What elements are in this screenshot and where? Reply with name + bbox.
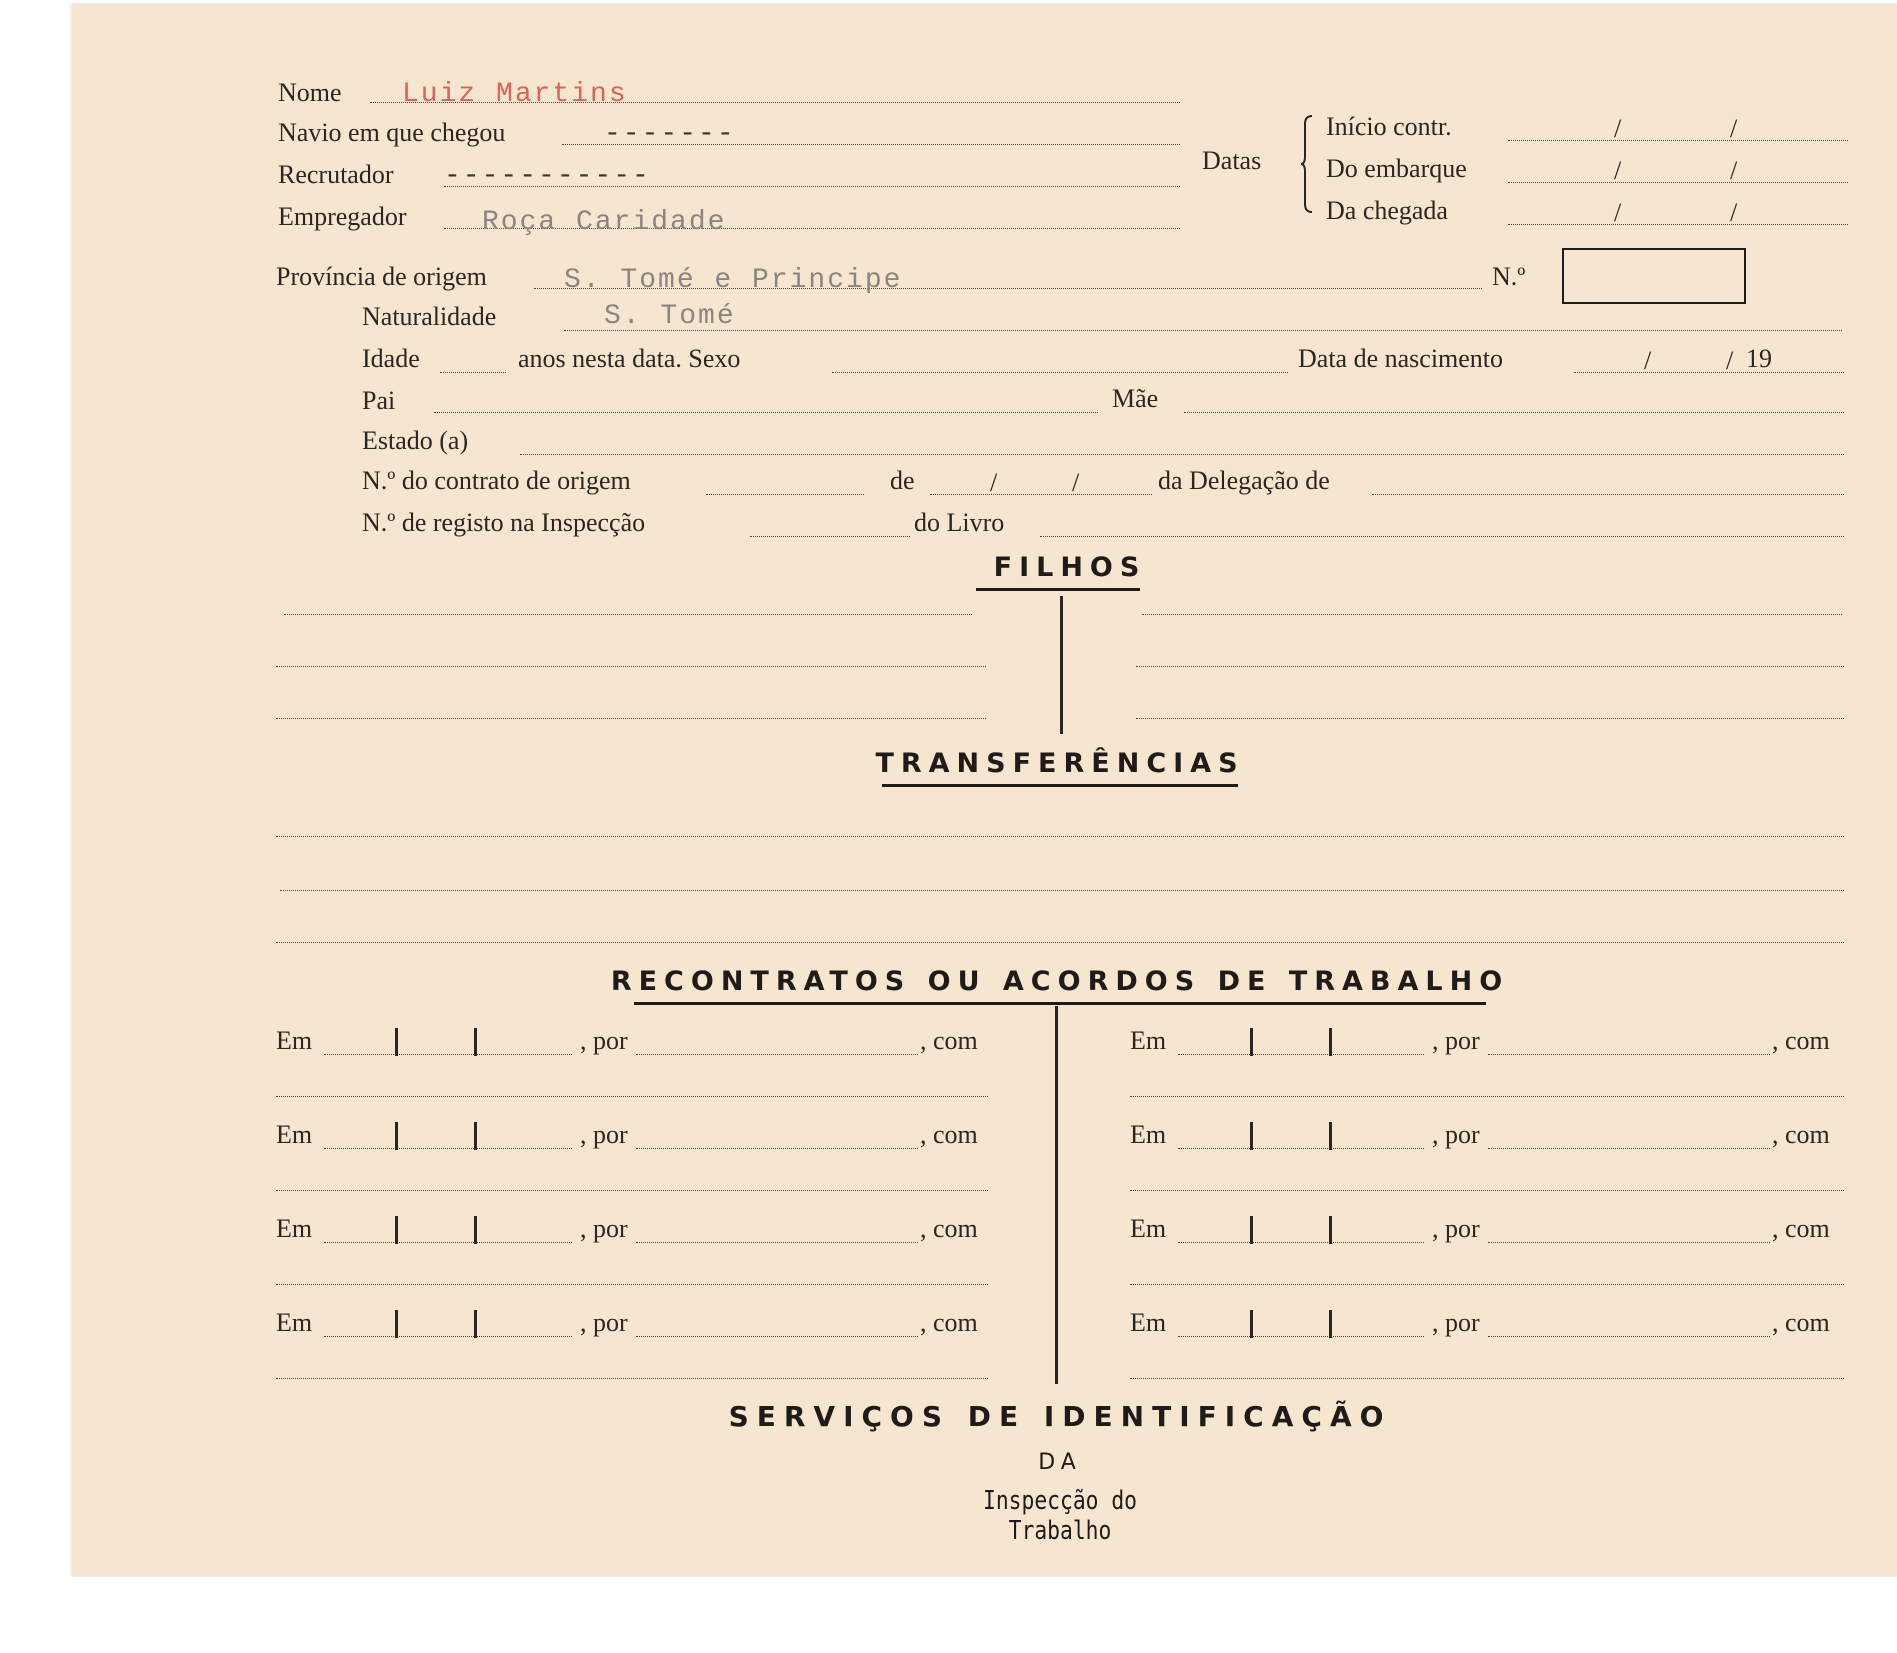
recontrato-right-1-date-sep-2 [1329, 1028, 1332, 1056]
recontrato-right-3-por-field[interactable] [1488, 1242, 1770, 1243]
recontrato-right-2-com-label: , com [1772, 1120, 1830, 1149]
recontrato-left-3-por-field[interactable] [636, 1242, 918, 1243]
datas-label: Datas [1202, 146, 1262, 175]
nascimento-label: Data de nascimento [1298, 344, 1504, 373]
nascimento-sep-1: / [1644, 346, 1652, 375]
recontrato-left-2-em-label: Em [276, 1120, 313, 1149]
inicio-date-field[interactable] [1508, 140, 1848, 141]
recontrato-left-2-date-sep-2 [474, 1122, 477, 1150]
recontrato-right-3-continuation-line[interactable] [1130, 1284, 1844, 1285]
recontrato-left-3-com-label: , com [920, 1214, 978, 1243]
recontrato-right-4-date-sep-1 [1250, 1310, 1253, 1338]
navio-value: ------- [604, 119, 736, 150]
transferencias-line-2[interactable] [280, 890, 1844, 891]
recontrato-left-2-por-field[interactable] [636, 1148, 918, 1149]
filhos-divider [1060, 596, 1063, 734]
nascimento-century: 19 [1746, 344, 1772, 373]
navio-label: Navio em que chegou [278, 118, 506, 147]
recontrato-right-1-date-sep-1 [1250, 1028, 1253, 1056]
recontrato-right-2-date-sep-2 [1329, 1122, 1332, 1150]
filhos-line-right-1[interactable] [1142, 614, 1842, 615]
mae-label: Mãe [1112, 384, 1159, 413]
naturalidade-label: Naturalidade [362, 302, 497, 331]
estado-field[interactable] [520, 454, 1844, 455]
transferencias-underline [882, 784, 1238, 787]
contrato-sep-2: / [1072, 468, 1080, 497]
recontrato-right-3-date-sep-2 [1329, 1216, 1332, 1244]
contrato-label: N.º do contrato de origem [362, 466, 631, 495]
recontrato-right-4-date-field[interactable] [1178, 1336, 1424, 1337]
recontrato-left-4-por-field[interactable] [636, 1336, 918, 1337]
inicio-sep-2: / [1730, 114, 1738, 143]
anos-sexo-label: anos nesta data. Sexo [518, 344, 741, 373]
recontrato-left-2-continuation-line[interactable] [276, 1190, 988, 1191]
recontrato-left-1-date-sep-2 [474, 1028, 477, 1056]
recontrato-right-4-continuation-line[interactable] [1130, 1378, 1844, 1379]
registo-field[interactable] [750, 536, 910, 537]
pai-label: Pai [362, 386, 396, 415]
livro-field[interactable] [1040, 536, 1844, 537]
numero-label: N.º [1492, 262, 1526, 291]
numero-box[interactable] [1562, 248, 1746, 304]
recontrato-left-2-date-sep-1 [395, 1122, 398, 1150]
idade-field[interactable] [440, 372, 506, 373]
chegada-label: Da chegada [1326, 196, 1448, 225]
recontrato-right-3-em-label: Em [1130, 1214, 1167, 1243]
naturalidade-value: S. Tomé [604, 301, 736, 332]
recontrato-left-3-continuation-line[interactable] [276, 1284, 988, 1285]
contrato-field[interactable] [706, 494, 864, 495]
idade-label: Idade [362, 344, 420, 373]
recontrato-right-1-em-label: Em [1130, 1026, 1167, 1055]
estado-label: Estado (a) [362, 426, 469, 455]
recontrato-right-4-date-sep-2 [1329, 1310, 1332, 1338]
livro-label: do Livro [914, 508, 1005, 537]
recontratos-divider [1055, 1006, 1058, 1384]
contrato-sep-1: / [990, 468, 998, 497]
recontrato-left-1-por-field[interactable] [636, 1054, 918, 1055]
naturalidade-field[interactable] [564, 330, 1842, 331]
recrutador-label: Recrutador [278, 160, 394, 189]
nome-value: Luiz Martins [402, 79, 628, 110]
filhos-line-left-3[interactable] [276, 718, 986, 719]
footer-servicos: SERVIÇOS DE IDENTIFICAÇÃO [728, 1400, 1392, 1433]
recontrato-left-1-por-label: , por [580, 1026, 628, 1055]
recontrato-left-4-em-label: Em [276, 1308, 313, 1337]
filhos-line-left-1[interactable] [284, 614, 972, 615]
contrato-date-field[interactable] [930, 494, 1152, 495]
recrutador-value: ----------- [444, 161, 651, 192]
recontrato-right-4-em-label: Em [1130, 1308, 1167, 1337]
datas-brace [1300, 114, 1320, 214]
footer-inspeccao: Inspecção do Trabalho [982, 1486, 1138, 1546]
footer-da: DA [1038, 1450, 1082, 1475]
transferencias-line-1[interactable] [276, 836, 1844, 837]
recontrato-right-4-por-label: , por [1432, 1308, 1480, 1337]
recontrato-left-2-por-label: , por [580, 1120, 628, 1149]
recontrato-left-3-date-sep-2 [474, 1216, 477, 1244]
recontrato-right-3-date-sep-1 [1250, 1216, 1253, 1244]
recontrato-left-4-continuation-line[interactable] [276, 1378, 988, 1379]
recontrato-right-1-por-label: , por [1432, 1026, 1480, 1055]
recontrato-right-1-date-field[interactable] [1178, 1054, 1424, 1055]
recontrato-left-1-continuation-line[interactable] [276, 1096, 988, 1097]
empregador-label: Empregador [278, 202, 407, 231]
recontrato-left-1-com-label: , com [920, 1026, 978, 1055]
delegacao-field[interactable] [1372, 494, 1844, 495]
embarque-date-field[interactable] [1508, 182, 1848, 183]
recontratos-underline [634, 1002, 1486, 1005]
recontrato-right-2-date-field[interactable] [1178, 1148, 1424, 1149]
mae-field[interactable] [1184, 412, 1844, 413]
filhos-underline [976, 588, 1140, 591]
empregador-value: Roça Caridade [482, 207, 727, 238]
recontrato-left-4-por-label: , por [580, 1308, 628, 1337]
recontrato-left-4-date-field[interactable] [324, 1336, 572, 1337]
nome-label: Nome [278, 78, 342, 107]
delegacao-label: da Delegação de [1158, 466, 1330, 495]
inicio-sep-1: / [1614, 114, 1622, 143]
recontrato-left-4-date-sep-2 [474, 1310, 477, 1338]
transferencias-line-3[interactable] [276, 942, 1844, 943]
recontrato-right-1-continuation-line[interactable] [1130, 1096, 1844, 1097]
transferencias-heading: TRANSFERÊNCIAS [875, 748, 1245, 779]
recontrato-right-1-por-field[interactable] [1488, 1054, 1770, 1055]
recontrato-right-4-com-label: , com [1772, 1308, 1830, 1337]
filhos-line-right-2[interactable] [1136, 666, 1844, 667]
chegada-sep-1: / [1614, 198, 1622, 227]
recontrato-right-1-com-label: , com [1772, 1026, 1830, 1055]
sexo-field[interactable] [832, 372, 1288, 373]
recontrato-right-3-date-field[interactable] [1178, 1242, 1424, 1243]
recontrato-right-4-por-field[interactable] [1488, 1336, 1770, 1337]
contrato-de-label: de [890, 466, 915, 495]
recontrato-left-3-date-sep-1 [395, 1216, 398, 1244]
recontrato-right-2-em-label: Em [1130, 1120, 1167, 1149]
identification-card [72, 4, 1897, 1576]
recontratos-heading: RECONTRATOS OU ACORDOS DE TRABALHO [610, 966, 1510, 997]
recontrato-right-3-por-label: , por [1432, 1214, 1480, 1243]
recontrato-right-2-continuation-line[interactable] [1130, 1190, 1844, 1191]
recontrato-right-2-por-label: , por [1432, 1120, 1480, 1149]
filhos-line-right-3[interactable] [1136, 718, 1844, 719]
recontrato-left-3-em-label: Em [276, 1214, 313, 1243]
recontrato-left-4-com-label: , com [920, 1308, 978, 1337]
provincia-value: S. Tomé e Principe [564, 265, 903, 296]
nascimento-field[interactable] [1574, 372, 1844, 373]
recontrato-left-3-date-field[interactable] [324, 1242, 572, 1243]
registo-label: N.º de registo na Inspecção [362, 508, 646, 537]
recontrato-left-3-por-label: , por [580, 1214, 628, 1243]
provincia-label: Província de origem [276, 262, 487, 291]
pai-field[interactable] [434, 412, 1098, 413]
nascimento-sep-2: / [1726, 346, 1734, 375]
embarque-sep-1: / [1614, 156, 1622, 185]
embarque-sep-2: / [1730, 156, 1738, 185]
recontrato-right-3-com-label: , com [1772, 1214, 1830, 1243]
recontrato-left-1-date-field[interactable] [324, 1054, 572, 1055]
recontrato-left-2-date-field[interactable] [324, 1148, 572, 1149]
chegada-date-field[interactable] [1508, 224, 1848, 225]
chegada-sep-2: / [1730, 198, 1738, 227]
filhos-heading: FILHOS [993, 552, 1147, 583]
recontrato-right-2-date-sep-1 [1250, 1122, 1253, 1150]
recontrato-left-4-date-sep-1 [395, 1310, 398, 1338]
recontrato-right-2-por-field[interactable] [1488, 1148, 1770, 1149]
embarque-label: Do embarque [1326, 154, 1467, 183]
inicio-label: Início contr. [1326, 112, 1452, 141]
recontrato-left-1-date-sep-1 [395, 1028, 398, 1056]
recontrato-left-2-com-label: , com [920, 1120, 978, 1149]
recontrato-left-1-em-label: Em [276, 1026, 313, 1055]
filhos-line-left-2[interactable] [276, 666, 986, 667]
